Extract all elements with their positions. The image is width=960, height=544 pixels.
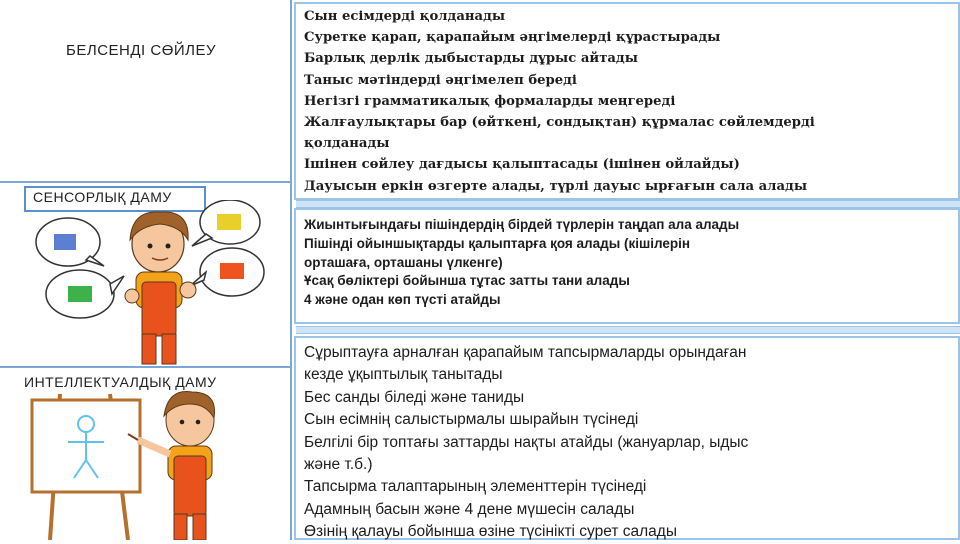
speech-item: Сын есімдерді қолданады	[304, 9, 506, 24]
intellectual-item: Сұрыптауға арналған қарапайым тапсырмаларды орындаған	[304, 344, 747, 361]
intellectual-section-label: ИНТЕЛЛЕКТУАЛДЫҚ ДАМУ	[24, 374, 217, 390]
panel-separator-strip	[296, 200, 960, 208]
speech-item: Барлық дерлік дыбыстарды дұрыс айтады	[304, 51, 638, 67]
speech-item: Жалғаулықтары бар (өйткені, сондықтан) құрмалас сөйлемдерді	[304, 115, 815, 131]
sensory-item: Ұсақ бөліктері бойынша тұтас затты тани алады	[304, 273, 630, 289]
intellectual-item: Адамның басын және 4 дене мүшесін салады	[304, 500, 635, 518]
intellectual-item: Сын есімнің салыстырмалы шырайын түсінеді	[304, 411, 639, 429]
intellectual-item: Бес санды біледі және таниды	[304, 388, 525, 406]
sensory-section-label: СЕНСОРЛЫҚ ДАМУ	[33, 189, 172, 205]
panel-separator-strip	[296, 326, 960, 334]
speech-item: Суретке қарап, қарапайым әңгімелерді құрастырады	[304, 30, 721, 46]
yellow-square	[217, 214, 241, 230]
orange-square	[220, 263, 244, 279]
intellectual-item: Тапсырма талаптарының элементтерін түсінеді	[304, 478, 647, 496]
boy-with-color-bubbles-illustration	[20, 200, 280, 366]
sensory-item: Жиынтығындағы пішіндердің бірдей түрлерін таңдап ала алады	[304, 217, 740, 232]
intellectual-item: Белгілі бір топтағы заттарды нақты атайды (жануарлар, ыдыс	[304, 433, 749, 451]
sensory-item: Пішінді ойыншықтарды қалыптарға қоя алады (кішілерін	[304, 235, 691, 251]
boy-painting-easel-illustration	[10, 390, 270, 540]
intellectual-item: кезде ұқыптылық танытады	[304, 366, 503, 384]
green-square	[68, 286, 92, 302]
speech-item: Негізгі грамматикалық формаларды меңгереді	[304, 93, 676, 109]
row-divider-1	[0, 181, 292, 183]
blue-square	[54, 234, 76, 250]
speech-item: Ішінен сөйлеу дағдысы қалыптасады (ішінен ойлайды)	[304, 157, 740, 173]
intellectual-item: Өзінің қалауы бойынша өзіне түсінікті сурет салады	[304, 523, 677, 541]
boy-figure	[125, 212, 196, 364]
speech-item: Дауысын еркін өзгерте алады, түрлі дауыс ырғағын сала алады	[304, 178, 808, 194]
sensory-item: орташаға, орташаны үлкенге)	[304, 254, 503, 270]
row-divider-2	[0, 366, 292, 368]
speech-item: Таныс мәтіндерді әңгімелеп береді	[304, 72, 577, 88]
intellectual-skills-panel	[294, 336, 960, 540]
speech-item: қолданады	[304, 136, 390, 152]
intellectual-item: және т.б.)	[304, 456, 373, 474]
sensory-item: 4 және одан көп түсті атайды	[304, 292, 501, 308]
speech-skills-panel	[294, 2, 960, 200]
speech-section-label: БЕЛСЕНДІ СӨЙЛЕУ	[66, 42, 217, 59]
sensory-skills-panel	[294, 208, 960, 324]
